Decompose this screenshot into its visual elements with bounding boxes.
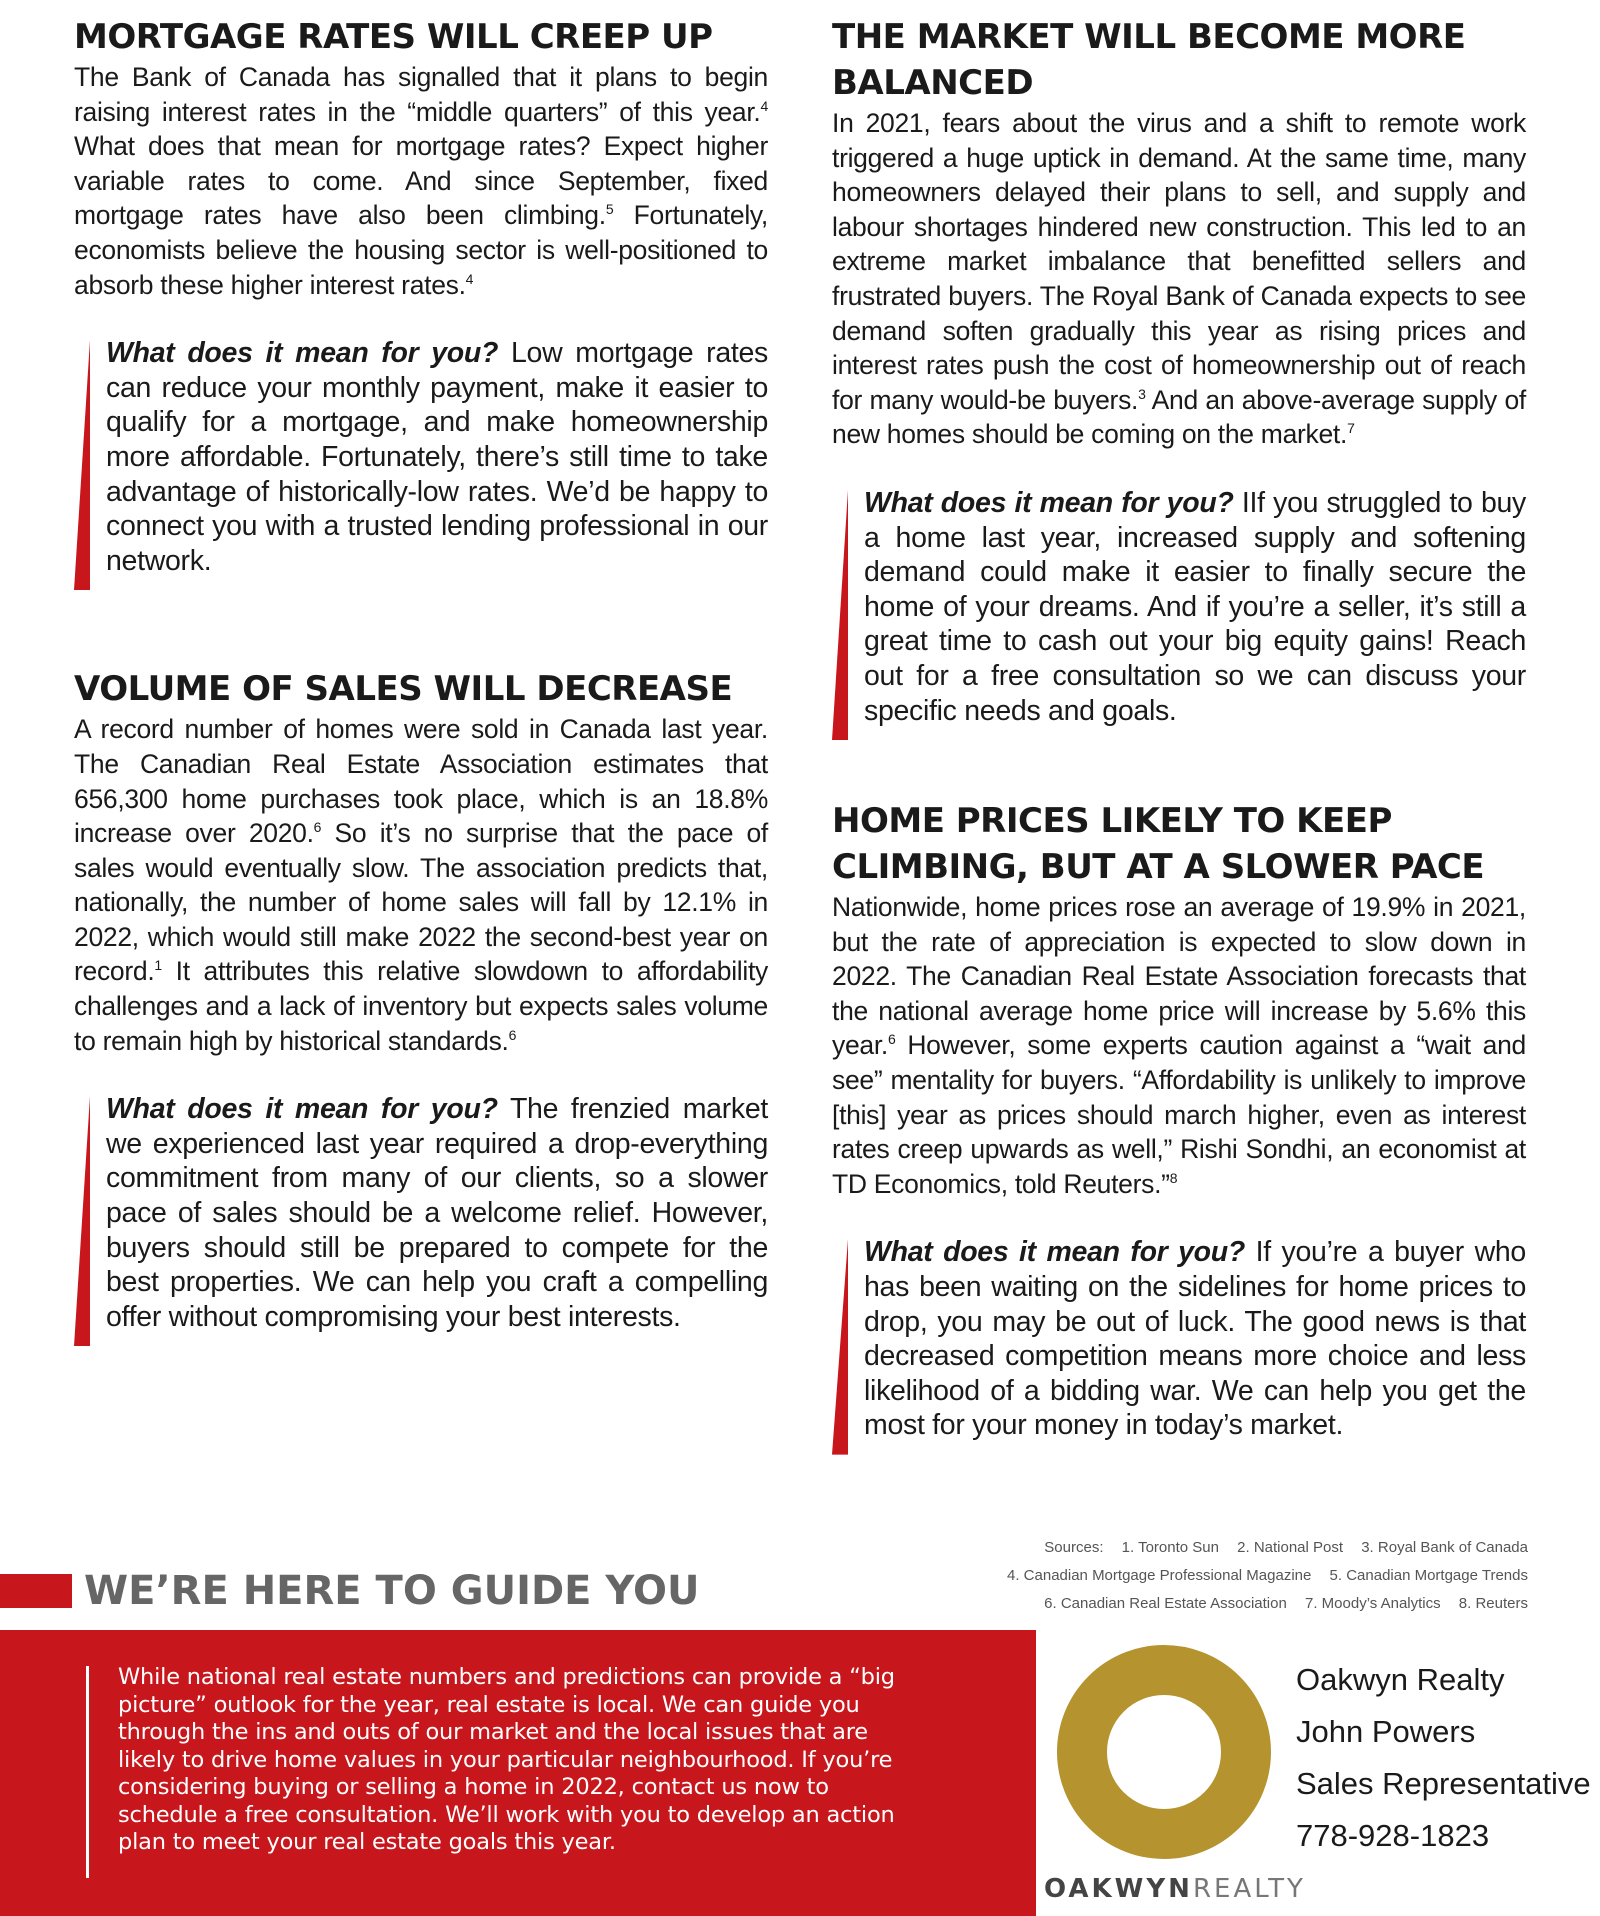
red-wedge-accent — [832, 490, 848, 740]
agent-role: Sales Representative — [1296, 1766, 1591, 1801]
footnote-ref: 6 — [508, 1026, 517, 1043]
agent-brokerage: Oakwyn Realty — [1296, 1662, 1505, 1697]
guide-panel — [0, 1630, 1036, 1916]
body-text: The Bank of Canada has signalled that it plans to begin raising interest rates in the “middle quarters” of this year. — [74, 62, 768, 127]
logo-word-light: REALTY — [1192, 1874, 1306, 1904]
section-home-prices — [832, 798, 1526, 1443]
callout-text: Low mortgage rates can reduce your monthly payment, make it easier to qualify for a mortgage, and make homeownership more affordable. Fortunately, there’s still time to take advantage of historically-low rates. We’d be happy to connect you with a trusted lending professional in our network. — [106, 337, 768, 577]
section-market-balanced — [832, 14, 1526, 728]
agent-phone[interactable]: 778-928-1823 — [1296, 1818, 1490, 1853]
section-title: THE MARKET WILL BECOME MORE BALANCED — [832, 17, 1466, 103]
right-column — [832, 14, 1526, 1443]
footnote-ref: 6 — [887, 1031, 896, 1048]
red-wedge-accent — [832, 1239, 848, 1455]
section-mortgage-rates — [74, 14, 768, 578]
guide-divider — [86, 1666, 89, 1878]
section-body — [832, 106, 1526, 452]
footnote-ref: 4 — [465, 270, 474, 287]
source-item: 5. Canadian Mortgage Trends — [1329, 1567, 1528, 1584]
oakwyn-logo-ring — [1056, 1644, 1272, 1860]
body-text: So it’s no surprise that the pace of sales would eventually slow. The association predicts that, nationally, the number of home sales will fall by 12.1% in 2022, which would still make 2022 the second-best year on record. — [74, 818, 768, 987]
agent-info — [1296, 1654, 1591, 1862]
section-title: MORTGAGE RATES WILL CREEP UP — [74, 17, 713, 57]
sources-list — [808, 1534, 1528, 1618]
guide-text: While national real estate numbers and predictions can provide a “big picture” outlook for the year, real estate is local. We can guide you through the ins and outs of our market and the local issues that are likely to drive home values in your particular neighbourhood. If you’re considering buying or selling a home in 2022, contact us now to schedule a free consultation. We’ll work with you to develop an action plan to meet your real estate goals this year. — [118, 1664, 895, 1855]
footnote-ref: 1 — [154, 957, 162, 974]
guide-title: WE’RE HERE TO GUIDE YOU — [84, 1568, 700, 1614]
agent-card — [1036, 1630, 1600, 1916]
left-column — [74, 14, 768, 1334]
agent-name: John Powers — [1296, 1714, 1476, 1749]
footnote-ref: 3 — [1138, 385, 1146, 402]
callout — [832, 1235, 1526, 1443]
section-title: HOME PRICES LIKELY TO KEEP CLIMBING, BUT AT A SLOWER PACE — [832, 801, 1485, 888]
callout-lead: What does it mean for you? — [106, 1093, 498, 1126]
sources-label: Sources: — [1044, 1539, 1104, 1556]
section-body — [74, 712, 768, 1058]
body-text: Fortunately, economists believe the housing sector is well-positioned to absorb these higher interest rates. — [74, 200, 768, 300]
callout-text: The frenzied market we experienced last year required a drop-everything commitment from many of our clients, so a slower pace of sales should be a welcome relief. However, buyers should still be prepared to compete for the best properties. We can help you craft a compelling offer without compromising your best interests. — [106, 1093, 769, 1333]
section-body — [74, 60, 768, 302]
source-item: 2. National Post — [1237, 1539, 1344, 1556]
footnote-ref: 5 — [605, 201, 614, 218]
callout-lead: What does it mean for you? — [864, 486, 1234, 519]
body-text: What does that mean for mortgage rates? Expect higher variable rates to come. And since September, fixed mortgage rates have also been climbing. — [74, 131, 768, 231]
source-item: 7. Moody’s Analytics — [1305, 1595, 1441, 1612]
callout-text: If you’re a buyer who has been waiting on the sidelines for home prices to drop, you may be out of luck. The good news is that decreased competition means more choice and less likelihood of a bidding war. We can help you get the most for your money in today’s market. — [864, 1236, 1526, 1442]
red-wedge-accent — [74, 340, 90, 590]
body-text: A record number of homes were sold in Canada last year. The Canadian Real Estate Association estimates that 656,300 home purchases took place, which is an 18.8% increase over 2020. — [74, 714, 768, 849]
section-title: VOLUME OF SALES WILL DECREASE — [74, 669, 733, 710]
logo-word-bold: OAKWYN — [1044, 1874, 1193, 1904]
sources-line — [808, 1562, 1528, 1590]
footnote-ref: 6 — [313, 819, 322, 836]
sources-line — [808, 1590, 1528, 1618]
callout — [832, 486, 1526, 728]
body-text: Nationwide, home prices rose an average of 19.9% in 2021, but the rate of appreciation is expected to slow down in 2022. The Canadian Real Estate Association forecasts that the national average home price will increase by 5.6% this year. — [832, 892, 1526, 1061]
body-text: However, some experts caution against a “wait and see” mentality for buyers. “Affordability is unlikely to improve [this] year as prices should march higher, even as interest rates creep upwards as well,” Rishi Sondhi, an economist at TD Economics, told Reuters.” — [832, 1030, 1526, 1199]
source-item: 8. Reuters — [1458, 1595, 1528, 1612]
body-text: It attributes this relative slowdown to affordability challenges and a lack of inventory but expects sales volume to remain high by historical standards. — [74, 956, 768, 1056]
section-volume-of-sales — [74, 666, 768, 1334]
callout-text: IIf you struggled to buy a home last year, increased supply and softening demand could make it easier to finally secure the home of your dreams. And if you’re a seller, it’s still a great time to cash out your big equity gains! Reach out for a free consultation so we can discuss your specific needs and goals. — [864, 486, 1526, 727]
body-text: In 2021, fears about the virus and a shift to remote work triggered a huge uptick in demand. At the same time, many homeowners delayed their plans to sell, and supply and labour shortages hindered new construction. This led to an extreme market imbalance that benefitted sellers and frustrated buyers. The Royal Bank of Canada expects to see demand soften gradually this year as rising prices and interest rates push the cost of homeownership out of reach for many would-be buyers. — [832, 108, 1526, 415]
footnote-ref: 8 — [1169, 1170, 1178, 1187]
footnote-ref: 7 — [1347, 420, 1355, 437]
section-body — [832, 890, 1526, 1201]
source-item: 3. Royal Bank of Canada — [1361, 1539, 1528, 1556]
oakwyn-logo-wordmark — [1044, 1874, 1306, 1904]
source-item: 6. Canadian Real Estate Association — [1044, 1595, 1287, 1612]
callout — [74, 336, 768, 578]
callout-lead: What does it mean for you? — [106, 337, 499, 370]
callout — [74, 1092, 768, 1334]
sources-line — [808, 1534, 1528, 1562]
source-item: 1. Toronto Sun — [1121, 1539, 1219, 1556]
source-item: 4. Canadian Mortgage Professional Magazine — [1007, 1567, 1312, 1584]
guide-accent-bar — [0, 1574, 72, 1608]
footnote-ref: 4 — [760, 97, 768, 114]
callout-lead: What does it mean for you? — [864, 1236, 1245, 1269]
red-wedge-accent — [74, 1096, 90, 1346]
body-text: And an above-average supply of new homes should be coming on the market. — [832, 384, 1526, 450]
